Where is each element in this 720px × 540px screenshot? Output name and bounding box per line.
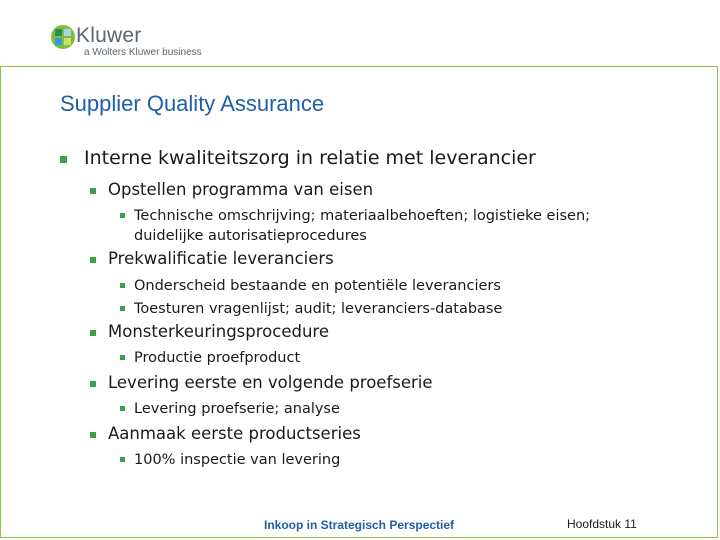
section-item-text: Productie proefproduct xyxy=(134,350,301,366)
bullet-square-icon xyxy=(120,306,125,311)
section-item xyxy=(120,276,501,296)
bullet-square-icon xyxy=(90,330,96,336)
section-heading xyxy=(90,249,334,268)
section-heading-text: Aanmaak eerste productseries xyxy=(108,424,361,443)
section-item-text: Levering proefserie; analyse xyxy=(134,401,340,417)
bullet-square-icon xyxy=(90,257,96,263)
section-item-text: 100% inspectie van levering xyxy=(134,452,341,468)
section-heading xyxy=(90,424,361,443)
bullet-square-icon xyxy=(60,156,67,163)
section-heading-text: Monsterkeuringsprocedure xyxy=(108,322,329,341)
bullet-square-icon xyxy=(90,432,96,438)
section-heading-text: Levering eerste en volgende proefserie xyxy=(108,373,433,392)
section-heading-text: Opstellen programma van eisen xyxy=(108,180,374,199)
footer-chapter: Hoofdstuk 11 xyxy=(567,517,637,531)
logo-tagline: a Wolters Kluwer business xyxy=(84,47,202,58)
footer-book-title: Inkoop in Strategisch Perspectief xyxy=(264,518,455,532)
section-item xyxy=(120,348,300,368)
section-item xyxy=(120,299,502,319)
bullet-square-icon xyxy=(120,283,125,288)
bullet-square-icon xyxy=(120,457,125,462)
section-item xyxy=(120,399,340,419)
kluwer-globe-icon xyxy=(50,24,76,50)
section-heading xyxy=(90,180,373,199)
slide-title: Supplier Quality Assurance xyxy=(60,91,325,116)
section-heading-text: Prekwalificatie leveranciers xyxy=(108,249,334,268)
bullet-square-icon xyxy=(120,406,125,411)
bullet-square-icon xyxy=(120,355,125,360)
section-item-text: Technische omschrijving; materiaalbehoeften; logistieke eisen; duidelijke autorisatieprocedures xyxy=(134,208,591,244)
kluwer-logo xyxy=(50,18,250,62)
section-item xyxy=(120,206,654,246)
logo-name: Kluwer xyxy=(76,24,142,47)
section-item xyxy=(120,450,340,470)
section-heading xyxy=(90,322,329,341)
bullet-square-icon xyxy=(90,381,96,387)
section-item-text: Toesturen vragenlijst; audit; leveranciers-database xyxy=(134,301,503,317)
section-item-text: Onderscheid bestaande en potentiële leveranciers xyxy=(134,278,501,294)
bullet-square-icon xyxy=(90,188,96,194)
main-bullet-text: Interne kwaliteitszorg in relatie met leverancier xyxy=(84,147,536,169)
section-heading xyxy=(90,373,433,392)
main-bullet xyxy=(60,147,536,169)
bullet-square-icon xyxy=(120,213,125,218)
